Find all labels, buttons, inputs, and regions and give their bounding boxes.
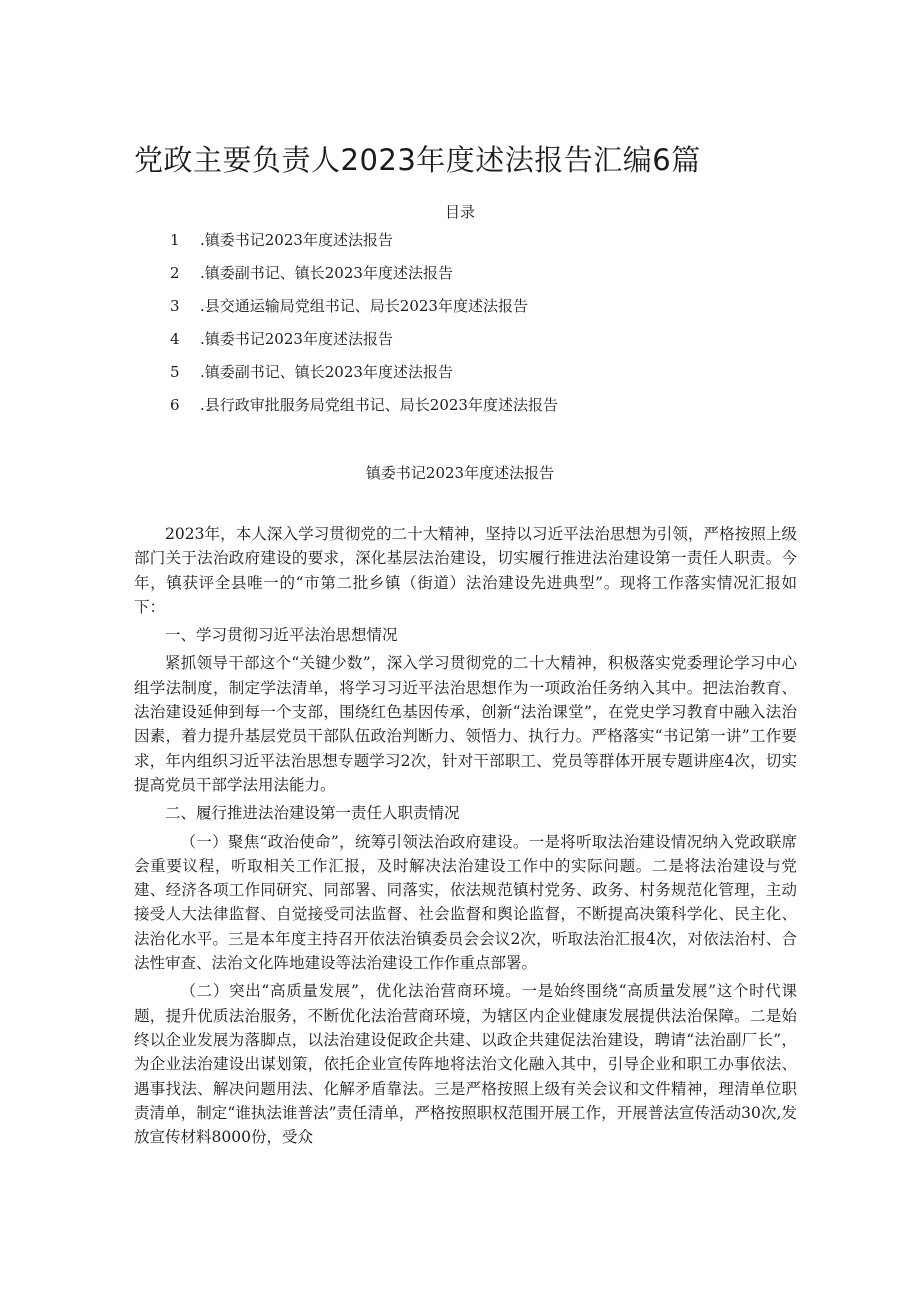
toc-item-label: .镇委副书记、镇长2023年度述法报告	[200, 363, 453, 381]
section-title: 镇委书记2023年度述法报告	[365, 464, 555, 482]
toc-heading: 目录	[444, 203, 475, 221]
body-paragraph: 紧抓领导干部这个“关键少数”，深入学习贯彻党的二十大精神，积极落实党委理论学习中心组学法制度，制定学法清单，将学习习近平法治思想作为一项政治任务纳入其中。把法治教育、法治建设延伸到每一个支部，围绕红色基因传承，创新“法治课堂”，在党史学习教育中融入法治因素，着力提升基层党员干部队伍政治判断力、领悟力、执行力。严格落实“书记第一讲”工作要求，年内组织习近平法治思想专题学习2次，针对干部职工、党员等群体开展专题讲座4次，切实提高党员干部学法用法能力。	[134, 654, 797, 794]
toc-item-number: 4	[170, 330, 180, 348]
toc-item[interactable]	[170, 361, 558, 394]
toc-item[interactable]	[170, 328, 558, 361]
intro-paragraph: 2023年，本人深入学习贯彻党的二十大精神，坚持以习近平法治思想为引领，严格按照上级部门关于法治政府建设的要求，深化基层法治建设，切实履行推进法治建设第一责任人职责。今年，镇获评全县唯一的“市第二批乡镇（街道）法治建设先进典型”。现将工作落实情况汇报如下：	[134, 525, 797, 616]
toc-item-number: 5	[170, 363, 180, 381]
toc-item[interactable]	[170, 394, 558, 427]
toc-item[interactable]	[170, 295, 558, 328]
toc-item-label: .县交通运输局党组书记、局长2023年度述法报告	[200, 297, 528, 315]
toc-item-label: .县行政审批服务局党组书记、局长2023年度述法报告	[200, 396, 558, 414]
table-of-contents	[170, 229, 558, 427]
toc-item-number: 3	[170, 297, 180, 315]
toc-item[interactable]	[170, 229, 558, 262]
body-paragraph: （一）聚焦“政治使命”，统筹引领法治政府建设。一是将听取法治建设情况纳入党政联席会重要议程，听取相关工作汇报，及时解决法治建设工作中的实际问题。二是将法治建设与党建、经济各项工作同研究、同部署、同落实，依法规范镇村党务、政务、村务规范化管理，主动接受人大法律监督、自觉接受司法监督、社会监督和舆论监督，不断提高决策科学化、民主化、法治化水平。三是本年度主持召开依法治镇委员会会议2次，听取法治汇报4次，对依法治村、合法性审查、法治文化阵地建设等法治建设工作作重点部署。	[134, 832, 797, 973]
toc-item-number: 2	[170, 264, 180, 282]
toc-item-label: .镇委书记2023年度述法报告	[200, 231, 393, 249]
body-paragraph: （二）突出“高质量发展”，优化法治营商环境。一是始终围绕“高质量发展”这个时代课题，提升优质法治服务，不断优化法治营商环境，为辖区内企业健康发展提供法治保障。二是始终以企业发展为落脚点，以法治建设促政企共建、以政企共建促法治建设，聘请“法治副厂长”，为企业法治建设出谋划策，依托企业宣传阵地将法治文化融入其中，引导企业和职工办事依法、遇事找法、解决问题用法、化解矛盾靠法。三是严格按照上级有关会议和文件精神，理清单位职责清单，制定“谁执法谁普法”责任清单，严格按照职权范围开展工作，开展普法宣传活动30次,发放宣传材料8000份，受众	[134, 982, 797, 1147]
toc-item[interactable]	[170, 262, 558, 295]
toc-item-label: .镇委副书记、镇长2023年度述法报告	[200, 264, 453, 282]
page-title: 党政主要负责人2023年度述法报告汇编6篇	[134, 143, 701, 177]
toc-item-number: 1	[170, 231, 180, 249]
section-heading-1: 一、学习贯彻习近平法治思想情况	[165, 626, 398, 645]
toc-item-label: .镇委书记2023年度述法报告	[200, 330, 393, 348]
section-heading-2: 二、履行推进法治建设第一责任人职责情况	[165, 804, 460, 823]
toc-item-number: 6	[170, 396, 180, 414]
report-body	[134, 522, 797, 1153]
